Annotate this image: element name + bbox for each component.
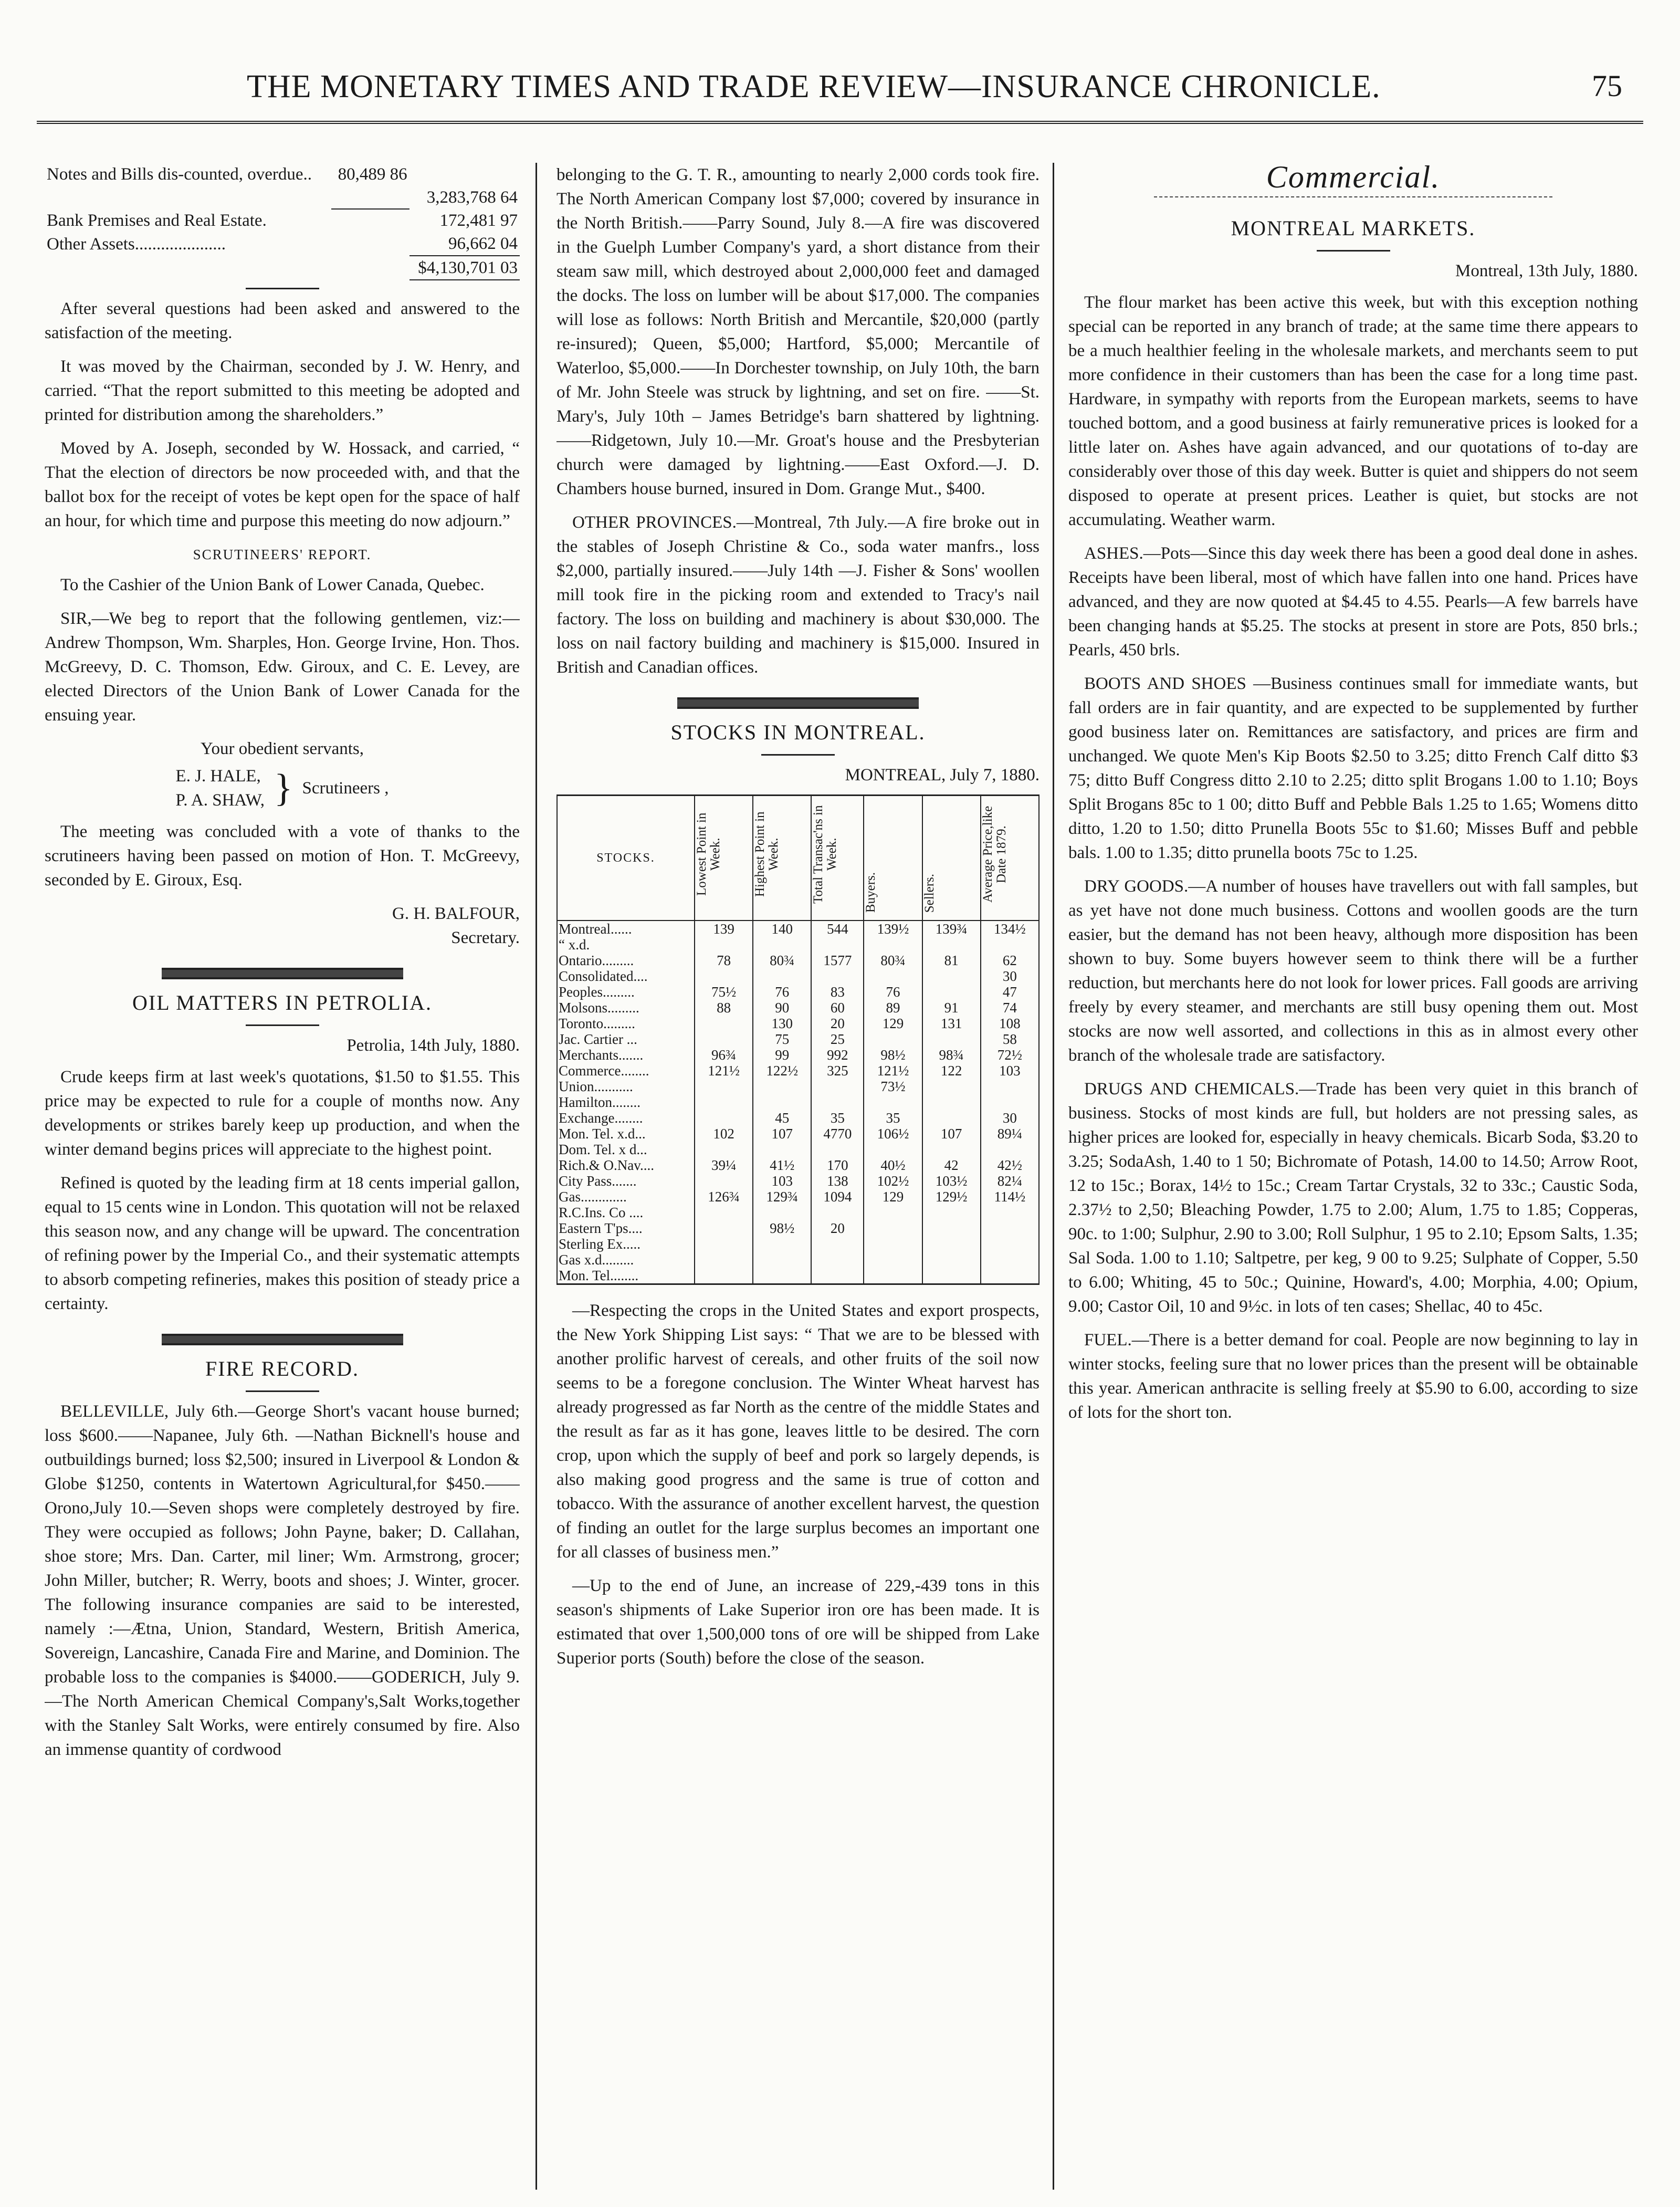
stock-value-cell: 20: [811, 1016, 864, 1031]
stock-name-cell: City Pass.......: [557, 1173, 695, 1189]
ashes-paragraph: ASHES.—Pots—Since this day week there has been a good deal done in ashes. Receipts have been liberal, most of which have fallen into one hand. Prices have advanced, and they are now quoted at $4.45 to 4.55. Pearls—A few barrels have been changing hands at $5.25. The stocks at present in store are Pots, 850 brls.; Pearls, 450 brls.: [1068, 544, 1638, 660]
fire-continued-paragraph: belonging to the G. T. R., amounting to nearly 2,000 cords took fire. The North American Company lost $7,000; covered by insurance in the North British.——Parry Sound, July 8.—A fire was discovered in the Guelph Lumber Company's yard, a short distance from their steam saw mill, which destroyed about 2,000,000 feet and damaged the docks. The loss on lumber will be about $17,000. The companies will lose as follows: North British and Mercantile, $20,000 (partly re-insured); Queen, $5,000; Hartford, $5,000; Mercantile of Waterloo, $5,000.——In Dorchester township, on July 10th, the barn of Mr. John Steele was struck by lightning, and set on fire. ——St. Mary's, July 10th – James Betridge's barn shattered by lightning.——Ridgetown, July 10.—Mr. Groat's house and the Presbyterian church were damaged by lightning.——East Oxford.—J. D. Chambers house burned, insured in Dom. Grange Mut., $400.: [556, 165, 1040, 498]
scrutineer-name: P. A. SHAW,: [175, 791, 265, 810]
stock-value-cell: 139½: [864, 921, 922, 937]
stock-value-cell: 131: [922, 1016, 981, 1031]
stock-value-cell: 102: [695, 1126, 753, 1142]
balance-value: 96,662 04: [410, 232, 520, 256]
column-1: [45, 163, 520, 2190]
stock-value-cell: [981, 1220, 1039, 1236]
stocks-heading: STOCKS IN MONTREAL.: [670, 720, 926, 744]
stock-value-cell: [695, 1205, 753, 1220]
stock-name-cell: R.C.Ins. Co ....: [557, 1205, 695, 1220]
stock-value-cell: 80¾: [864, 953, 922, 968]
stock-value-cell: [811, 1205, 864, 1220]
stock-value-cell: [695, 1016, 753, 1031]
dry-goods-paragraph: DRY GOODS.—A number of houses have travellers out with fall samples, but as yet have not done much business. Cottons and woollen goods are the turn easier, but the demand has not been heavy, although more disposition has been shown to buy. Some buyers however seem to think there will be a further reduction, but merchants here do not look for lower prices. Fall goods are arriving freely by every steamer, and merchants are still busy opening them out. Most stocks are now well assorted, and collections in this as in almost every other branch of the wholesale trade are satisfactory.: [1068, 877, 1638, 1065]
stock-value-cell: [864, 1094, 922, 1110]
stock-value-cell: 139¾: [922, 921, 981, 937]
balance-label: Bank Premises and Real Estate.: [47, 211, 267, 230]
stock-name-cell: Hamilton........: [557, 1094, 695, 1110]
stock-value-cell: [811, 1268, 864, 1284]
stock-value-cell: [922, 1094, 981, 1110]
stock-value-cell: [695, 1079, 753, 1094]
stock-name-cell: Rich.& O.Nav....: [557, 1157, 695, 1173]
stock-value-cell: 47: [981, 984, 1039, 1000]
stocks-column-header-label: Highest Point in Week.: [753, 811, 781, 897]
stock-value-cell: 4770: [811, 1126, 864, 1142]
stock-value-cell: 42½: [981, 1157, 1039, 1173]
stock-value-cell: [695, 1220, 753, 1236]
stock-value-cell: [981, 1142, 1039, 1157]
oil-paragraph: Crude keeps firm at last week's quotations, $1.50 to $1.55. This price may be expected to rule for a couple of months now. Any developments or strikes barely keep up production, and when the winter demand begins prices will appreciate to the highest point.: [45, 1068, 520, 1159]
masthead-title: THE MONETARY TIMES AND TRADE REVIEW—INSURANCE CHRONICLE.: [247, 69, 1381, 104]
stock-value-cell: 60: [811, 1000, 864, 1016]
other-provinces-paragraph: OTHER PROVINCES.—Montreal, 7th July.—A fire broke out in the stables of Joseph Christine & Co., soda water manfrs., loss $2,000, partially insured.——July 14th —J. Fisher & Sons' woollen mill took fire in the picking room and extended to Tracy's nail factory. The loss on building and machinery is about $30,000. The loss on nail factory building and machinery is $15,000. Insured in British and Canadian offices.: [556, 513, 1040, 677]
stock-value-cell: 121½: [864, 1063, 922, 1079]
stock-value-cell: [695, 1094, 753, 1110]
stock-value-cell: [753, 1079, 811, 1094]
stocks-row: [557, 1220, 1039, 1236]
separator-rule: [761, 754, 835, 756]
stock-value-cell: [922, 1205, 981, 1220]
stock-value-cell: [695, 968, 753, 984]
balance-sheet: [45, 163, 520, 280]
stock-value-cell: 74: [981, 1000, 1039, 1016]
stock-value-cell: 122: [922, 1063, 981, 1079]
stocks-column-header-label: Buyers.: [864, 872, 878, 913]
stock-value-cell: 30: [981, 1110, 1039, 1126]
stock-value-cell: [981, 1205, 1039, 1220]
column-divider: [536, 163, 537, 2190]
stock-value-cell: [922, 1031, 981, 1047]
stock-value-cell: 1577: [811, 953, 864, 968]
stock-value-cell: 82¼: [981, 1173, 1039, 1189]
stock-value-cell: 30: [981, 968, 1039, 984]
stocks-row: [557, 921, 1039, 937]
stock-value-cell: 96¾: [695, 1047, 753, 1063]
stock-value-cell: [922, 1236, 981, 1252]
stock-name-cell: Gas x.d.........: [557, 1252, 695, 1268]
drugs-chemicals-paragraph: DRUGS AND CHEMICALS.—Trade has been very quiet in this branch of business. Stocks of most kinds are full, but holders are not pressing sales, as higher prices are looked for, especially in heavy chemicals. Bicarb Soda, $3.20 to 3.25; SodaAsh, 1.40 to 1 50; Bichromate of Potash, 14.00 to 14.50; Arrow Root, 12 to 15c.; Borax, 14½ to 15c.; Cream Tartar Crystals, 32 to 33c.; Caustic Soda, 2.37½ to 2,50; Bleaching Powder, 1.75 to 2.00; Alum, 1.75 to 1.85; Copperas, 90c. to 1:00; Sulphur, 2.90 to 3.00; Roll Sulphur, 1 95 to 2.10; Epsom Salts, 1.35; Sal Soda. 1.00 to 1.10; Saltpetre, per keg, 9 00 to 9.25; Sulphate of Copper, 5.50 to 6.00; Whiting, 45 to 50c.; Quinine, Howard's, 4.00; Morphia, 4.00; Opium, 9.00; Castor Oil, 10 and 9½c. in lots of ten cases; Shellac, 40 to 45c.: [1068, 1080, 1638, 1316]
page-header: [37, 63, 1643, 124]
stock-value-cell: 42: [922, 1157, 981, 1173]
balance-total: $4,130,701 03: [410, 256, 520, 280]
stocks-column-header: [922, 796, 981, 921]
stock-value-cell: 122½: [753, 1063, 811, 1079]
secretary-role: Secretary.: [451, 928, 520, 947]
scrutineers-body: SIR,—We beg to report that the following gentlemen, viz:—Andrew Thompson, Wm. Sharples, Hon. George Irvine, Hon. Thos. McGreevy, D. C. Thomson, Edw. Giroux, and C. E. Levey, are elected Directors of the Union Bank of Lower Canada for the ensuing year.: [45, 609, 520, 725]
oil-dateline: Petrolia, 14th July, 1880.: [346, 1036, 520, 1055]
stock-value-cell: 58: [981, 1031, 1039, 1047]
stocks-column-header: [695, 796, 753, 921]
stock-value-cell: [864, 1252, 922, 1268]
stock-name-cell: Exchange........: [557, 1110, 695, 1126]
stocks-row: [557, 1000, 1039, 1016]
balance-label: Other Assets.....................: [47, 235, 226, 254]
stock-value-cell: 83: [811, 984, 864, 1000]
stock-name-cell: Union...........: [557, 1079, 695, 1094]
stocks-row: [557, 984, 1039, 1000]
stock-value-cell: 90: [753, 1000, 811, 1016]
stock-value-cell: [922, 984, 981, 1000]
stock-value-cell: [695, 1252, 753, 1268]
stock-value-cell: [753, 1268, 811, 1284]
stocks-row: [557, 1079, 1039, 1094]
stock-value-cell: 106½: [864, 1126, 922, 1142]
stocks-row: [557, 1094, 1039, 1110]
stock-name-cell: Commerce........: [557, 1063, 695, 1079]
meeting-paragraph: After several questions had been asked and answered to the satisfaction of the meeting.: [45, 299, 520, 342]
stock-value-cell: [753, 1236, 811, 1252]
oil-paragraph: Refined is quoted by the leading firm at 18 cents imperial gallon, equal to 15 cents wine in London. This quotation will not be relaxed this season now, and any change will be upward. The concentration of refining power by the Imperial Co., and their systematic attempts to absorb competing refineries, makes this position of steady price a certainty.: [45, 1174, 520, 1313]
scrutineer-role: Scrutineers ,: [302, 779, 389, 798]
stocks-dateline: MONTREAL, July 7, 1880.: [845, 766, 1040, 785]
scrutineer-name: E. J. HALE,: [175, 767, 261, 786]
stock-value-cell: [811, 1142, 864, 1157]
iron-ore-paragraph: —Up to the end of June, an increase of 229,-439 tons in this season's shipments of Lake Superior iron ore has been made. It is estimated that over 1,500,000 tons of ore will be shipped from Lake Superior ports (South) before the close of the season.: [556, 1576, 1040, 1668]
stocks-row: [557, 1031, 1039, 1047]
stocks-row: [557, 1189, 1039, 1205]
fuel-paragraph: FUEL.—There is a better demand for coal. People are now beginning to lay in winter stocks, feeling sure that no lower prices than the present will be obtainable this year. American anthracite is selling freely at $5.90 to 6.00, according to size of lots for the short ton.: [1068, 1331, 1638, 1422]
stock-value-cell: [864, 1205, 922, 1220]
stocks-name-header: STOCKS.: [557, 796, 695, 921]
stock-value-cell: 39¼: [695, 1157, 753, 1173]
stock-value-cell: 20: [811, 1220, 864, 1236]
stock-value-cell: 98½: [753, 1220, 811, 1236]
stocks-column-header: [864, 796, 922, 921]
stock-name-cell: Merchants.......: [557, 1047, 695, 1063]
separator-rule: [246, 1024, 319, 1026]
stock-name-cell: Toronto.........: [557, 1016, 695, 1031]
stock-value-cell: [864, 937, 922, 953]
stocks-row: [557, 1016, 1039, 1031]
decorative-rule: [1154, 196, 1553, 201]
stock-value-cell: 91: [922, 1000, 981, 1016]
stock-name-cell: Molsons.........: [557, 1000, 695, 1016]
stock-value-cell: 35: [864, 1110, 922, 1126]
stock-value-cell: [753, 937, 811, 953]
scrutineers-heading: SCRUTINEERS' REPORT.: [193, 547, 372, 562]
stock-value-cell: [922, 1220, 981, 1236]
stock-value-cell: [981, 1236, 1039, 1252]
stock-value-cell: 130: [753, 1016, 811, 1031]
stock-value-cell: [695, 1173, 753, 1189]
stock-value-cell: 89¼: [981, 1126, 1039, 1142]
stock-value-cell: [922, 1110, 981, 1126]
stock-value-cell: [864, 968, 922, 984]
stock-value-cell: 76: [864, 984, 922, 1000]
stock-value-cell: 129: [864, 1016, 922, 1031]
stock-value-cell: 99: [753, 1047, 811, 1063]
stock-value-cell: [695, 1268, 753, 1284]
stock-value-cell: [811, 968, 864, 984]
stock-value-cell: [864, 1220, 922, 1236]
stock-value-cell: 76: [753, 984, 811, 1000]
stock-value-cell: [922, 1252, 981, 1268]
stock-value-cell: 81: [922, 953, 981, 968]
stocks-row: [557, 1110, 1039, 1126]
stock-value-cell: [864, 1142, 922, 1157]
stock-value-cell: [811, 1094, 864, 1110]
stock-value-cell: 138: [811, 1173, 864, 1189]
vote-paragraph: The meeting was concluded with a vote of thanks to the scrutineers having been passed on motion of Hon. T. McGreevy, seconded by E. Giroux, Esq.: [45, 822, 520, 890]
stock-value-cell: [753, 968, 811, 984]
stock-value-cell: 25: [811, 1031, 864, 1047]
stock-name-cell: Montreal......: [557, 921, 695, 937]
stock-value-cell: 129¾: [753, 1189, 811, 1205]
stock-value-cell: 98½: [864, 1047, 922, 1063]
stock-value-cell: 75½: [695, 984, 753, 1000]
column-3: [1068, 163, 1638, 2190]
stock-value-cell: [753, 1142, 811, 1157]
stock-value-cell: [864, 1236, 922, 1252]
stock-name-cell: Eastern T'ps....: [557, 1220, 695, 1236]
stock-value-cell: 134½: [981, 921, 1039, 937]
stock-value-cell: [922, 1142, 981, 1157]
stock-name-cell: Mon. Tel........: [557, 1268, 695, 1284]
stock-name-cell: Jac. Cartier ...: [557, 1031, 695, 1047]
stock-value-cell: 89: [864, 1000, 922, 1016]
brace-glyph: }: [274, 767, 293, 810]
stock-value-cell: 108: [981, 1016, 1039, 1031]
scrutineers-closing: Your obedient servants,: [200, 739, 364, 758]
section-rule: [677, 697, 919, 709]
market-intro-paragraph: The flour market has been active this week, but with this exception nothing special can be reported in any branch of trade; at the same time there appears to be a much healthier feeling in the wholesale markets, and merchants seem to put more confidence in their customers than has been the case for a long time past. Hardware, in sympathy with reports from the European markets, seems to have touched bottom, and a good business at fairly remunerative prices is looked for a little later on. Ashes have again advanced, and our quotations of to-day are considerably over those of this day week. Butter is quiet and shippers do not seem disposed to operate at present prices. Leather is quiet, but stocks are not accumulating. Weather warm.: [1068, 293, 1638, 529]
column-2: [556, 163, 1040, 2190]
stocks-column-header-label: Total Transac'ns in Week.: [811, 805, 839, 904]
stock-value-cell: [695, 1236, 753, 1252]
stock-value-cell: [811, 1252, 864, 1268]
stocks-row: [557, 1157, 1039, 1173]
stock-value-cell: 126¾: [695, 1189, 753, 1205]
stock-value-cell: [981, 1252, 1039, 1268]
stock-value-cell: 102½: [864, 1173, 922, 1189]
markets-heading: MONTREAL MARKETS.: [1231, 216, 1476, 240]
stocks-row: [557, 1252, 1039, 1268]
stock-value-cell: 170: [811, 1157, 864, 1173]
secretary-name: G. H. BALFOUR,: [392, 904, 520, 923]
scrutineers-signatures: [45, 764, 520, 812]
stock-value-cell: 45: [753, 1110, 811, 1126]
boots-shoes-paragraph: BOOTS AND SHOES —Business continues small for immediate wants, but fall orders are in fair quantity, and are expected to be supplemented by further good business later on. Remittances are satisfactory, and prices are firm and unchanged. We quote Men's Kip Boots $2.50 to 3.25; ditto French Calf ditto $3 75; ditto Buff Congress ditto 2.10 to 2.25; ditto split Brogans 1.00 to 1.10; Boys Split Brogans 85c to 1 00; ditto Buff and Pebble Bals 1.25 to 1.65; Womens ditto ditto, 1.20 to 1.50; ditto Prunella Boots 55c to $1.60; Misses Buff and pebble bals. 1.00 to 1.35; ditto prunella boots 75c to 1.25.: [1068, 674, 1638, 862]
stock-value-cell: 103: [981, 1063, 1039, 1079]
stock-value-cell: 88: [695, 1000, 753, 1016]
stock-value-cell: 107: [753, 1126, 811, 1142]
stock-value-cell: [981, 1079, 1039, 1094]
fire-heading: FIRE RECORD.: [205, 1357, 359, 1380]
stocks-row: [557, 1063, 1039, 1079]
separator-rule: [246, 288, 319, 289]
stocks-column-header-label: Lowest Point in Week.: [695, 812, 722, 896]
stocks-row: [557, 953, 1039, 968]
stock-value-cell: [695, 937, 753, 953]
stock-value-cell: 121½: [695, 1063, 753, 1079]
stock-value-cell: 140: [753, 921, 811, 937]
stock-value-cell: [811, 1079, 864, 1094]
stock-value-cell: [753, 1205, 811, 1220]
meeting-paragraph: Moved by A. Joseph, seconded by W. Hossack, and carried, “ That the election of directors be now proceeded with, and that the ballot box for the receipt of votes be kept open for the space of half an hour, for which time and purpose this meeting do now adjourn.”: [45, 439, 520, 530]
stock-name-cell: “ x.d.: [557, 937, 695, 953]
stock-value-cell: 103½: [922, 1173, 981, 1189]
stocks-row: [557, 1268, 1039, 1284]
stock-value-cell: 1094: [811, 1189, 864, 1205]
stock-value-cell: [922, 1079, 981, 1094]
separator-rule: [246, 1390, 319, 1392]
stock-value-cell: 41½: [753, 1157, 811, 1173]
crops-paragraph: —Respecting the crops in the United States and export prospects, the New York Shipping List says: “ That we are to be blessed with another prolific harvest of cereals, and other fruits of the soil now seems to be a foregone conclusion. The Winter Wheat harvest has already progressed as far North as the centre of the middle States and the result as far as it has gone, leaves little to be desired. The corn crop, upon which the supply of beef and pork so largely depends, is also making good progress and the same is true of cotton and tobacco. With the assurance of another excellent harvest, the question of finding an outlet for the large surplus becomes an important one for all classes of business men.”: [556, 1301, 1040, 1562]
stocks-row: [557, 1205, 1039, 1220]
stock-value-cell: 129: [864, 1189, 922, 1205]
scrutineers-address: To the Cashier of the Union Bank of Lower Canada, Quebec.: [60, 576, 485, 594]
stock-value-cell: [695, 1110, 753, 1126]
stock-value-cell: 139: [695, 921, 753, 937]
stocks-column-header-label: Sellers.: [922, 873, 937, 913]
stock-value-cell: 78: [695, 953, 753, 968]
stock-value-cell: [695, 1031, 753, 1047]
stock-value-cell: 129½: [922, 1189, 981, 1205]
balance-label: Notes and Bills dis-counted, overdue..: [47, 165, 312, 184]
meeting-paragraph: It was moved by the Chairman, seconded by J. W. Henry, and carried. “That the report submitted to this meeting be adopted and printed for distribution among the shareholders.”: [45, 357, 520, 424]
balance-value: 80,489 86: [338, 165, 407, 184]
stock-value-cell: [922, 937, 981, 953]
stock-value-cell: 544: [811, 921, 864, 937]
stock-value-cell: 103: [753, 1173, 811, 1189]
stocks-row: [557, 968, 1039, 984]
stock-value-cell: 325: [811, 1063, 864, 1079]
stock-name-cell: Peoples.........: [557, 984, 695, 1000]
stocks-row: [557, 1126, 1039, 1142]
stock-value-cell: 80¾: [753, 953, 811, 968]
stocks-column-header-label: Average Price,like Date 1879.: [980, 806, 1009, 903]
page-number: 75: [1592, 69, 1622, 103]
section-rule: [162, 968, 403, 979]
oil-heading: OIL MATTERS IN PETROLIA.: [132, 991, 432, 1014]
stock-value-cell: [922, 1268, 981, 1284]
stock-name-cell: Consolidated....: [557, 968, 695, 984]
stock-value-cell: 114½: [981, 1189, 1039, 1205]
column-divider: [1053, 163, 1054, 2190]
stock-value-cell: [981, 937, 1039, 953]
stocks-table: [556, 794, 1040, 1285]
separator-rule: [1317, 250, 1390, 252]
stock-name-cell: Dom. Tel. x d...: [557, 1142, 695, 1157]
stock-value-cell: 35: [811, 1110, 864, 1126]
balance-subtotal: 3,283,768 64: [426, 188, 518, 207]
stock-value-cell: [753, 1094, 811, 1110]
stock-value-cell: [864, 1268, 922, 1284]
stock-value-cell: 40½: [864, 1157, 922, 1173]
stock-value-cell: [922, 968, 981, 984]
stock-value-cell: 75: [753, 1031, 811, 1047]
stocks-column-header: [753, 796, 811, 921]
stock-value-cell: [753, 1252, 811, 1268]
section-rule: [162, 1334, 403, 1345]
stock-value-cell: 107: [922, 1126, 981, 1142]
stock-value-cell: 98¾: [922, 1047, 981, 1063]
stocks-column-header: [981, 796, 1039, 921]
stocks-row: [557, 1173, 1039, 1189]
stocks-row: [557, 937, 1039, 953]
stocks-column-header: [811, 796, 864, 921]
stock-value-cell: 992: [811, 1047, 864, 1063]
balance-value: 172,481 97: [439, 211, 518, 230]
secretary-signature: [45, 902, 520, 950]
stock-name-cell: Ontario.........: [557, 953, 695, 968]
commercial-title: Commercial.: [1266, 163, 1441, 194]
stock-value-cell: [864, 1031, 922, 1047]
stocks-row: [557, 1236, 1039, 1252]
stock-value-cell: [695, 1142, 753, 1157]
stock-value-cell: 73½: [864, 1079, 922, 1094]
stock-value-cell: [981, 1094, 1039, 1110]
stock-value-cell: [981, 1268, 1039, 1284]
stock-name-cell: Mon. Tel. x.d...: [557, 1126, 695, 1142]
stocks-row: [557, 1047, 1039, 1063]
stock-value-cell: [811, 1236, 864, 1252]
stock-name-cell: Gas.............: [557, 1189, 695, 1205]
fire-paragraph: BELLEVILLE, July 6th.—George Short's vacant house burned; loss $600.——Napanee, July 6th. —Nathan Bicknell's house and outbuildings burned; loss $2,500; insured in Liverpool & London & Globe $1250, contents in Watertown Agricultural,for $450.——Orono,July 10.—Seven shops were completely destroyed by fire. They were occupied as follows; John Payne, baker; D. Callahan, shoe store; Mrs. Dan. Carter, mil liner; Wm. Armstrong, grocer; John Miller, butcher; R. Werry, boots and shoes; J. Winter, grocer. The following insurance companies are said to be interested, namely :—Ætna, Union, Standard, Western, British America, Sovereign, Lancashire, Canada Fire and Marine, and Dominion. The probable loss to the companies is $4000.——GODERICH, July 9.—The North American Chemical Company's,Salt Works,together with the Stanley Salt Works, were entirely consumed by fire. Also an immense quantity of cordwood: [45, 1402, 520, 1759]
stock-name-cell: Sterling Ex.....: [557, 1236, 695, 1252]
stock-value-cell: [811, 937, 864, 953]
markets-dateline: Montreal, 13th July, 1880.: [1455, 262, 1638, 280]
stocks-row: [557, 1142, 1039, 1157]
stock-value-cell: 72½: [981, 1047, 1039, 1063]
stock-value-cell: 62: [981, 953, 1039, 968]
